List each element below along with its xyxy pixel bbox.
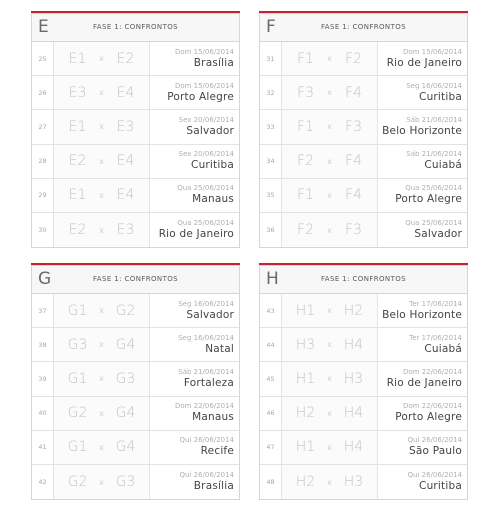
match-city: Salvador <box>186 124 234 137</box>
match-info <box>378 42 467 75</box>
match-teams <box>53 213 150 247</box>
match-row <box>32 145 239 179</box>
versus-separator: x <box>327 306 332 316</box>
match-number: 43 <box>266 306 275 315</box>
group-phase-title: FASE 1: CONFRONTOS <box>93 275 178 283</box>
versus-separator: x <box>327 340 332 350</box>
away-team: H3 <box>343 370 364 387</box>
match-info <box>378 328 467 361</box>
home-team: H1 <box>295 370 316 387</box>
match-number: 25 <box>38 54 47 63</box>
match-list <box>32 42 239 247</box>
match-info <box>150 110 239 143</box>
away-team: G4 <box>115 439 136 456</box>
match-city: Brasília <box>193 480 234 493</box>
group-phase-title: FASE 1: CONFRONTOS <box>321 275 406 283</box>
match-teams <box>53 145 150 178</box>
match-city: Cuiabá <box>424 159 462 172</box>
match-number: 38 <box>38 340 47 349</box>
away-team: E4 <box>116 187 135 204</box>
match-city: Fortaleza <box>183 376 234 389</box>
versus-separator: x <box>327 225 332 235</box>
match-city: Rio de Janeiro <box>386 376 462 389</box>
match-info <box>378 431 467 464</box>
match-date: Sáb 21/06/2014 <box>406 115 462 124</box>
match-teams <box>281 213 378 247</box>
match-city: Salvador <box>186 308 234 321</box>
match-number: 31 <box>266 54 275 63</box>
match-number: 34 <box>266 157 275 166</box>
match-teams <box>53 179 150 212</box>
match-info <box>150 213 239 247</box>
match-teams <box>53 431 150 464</box>
match-number: 47 <box>266 443 275 452</box>
match-date: Sex 20/06/2014 <box>178 115 234 124</box>
match-city: Brasília <box>193 56 234 69</box>
away-team: G3 <box>115 474 136 491</box>
away-team: H2 <box>343 302 364 319</box>
match-row <box>260 362 467 396</box>
match-info <box>150 397 239 430</box>
match-info <box>378 362 467 395</box>
away-team: H4 <box>343 439 364 456</box>
match-row <box>32 213 239 247</box>
match-row <box>260 76 467 110</box>
home-team: G2 <box>67 405 88 422</box>
group-phase-title: FASE 1: CONFRONTOS <box>321 23 406 31</box>
match-city: Porto Alegre <box>395 411 462 424</box>
away-team: F4 <box>345 187 362 204</box>
away-team: H4 <box>343 336 364 353</box>
match-row <box>32 465 239 499</box>
group-header <box>260 14 467 42</box>
group-card-h <box>259 265 468 500</box>
match-date: Qua 25/06/2014 <box>177 184 234 193</box>
match-info <box>378 213 467 247</box>
match-number: 40 <box>38 409 47 418</box>
match-info <box>150 145 239 178</box>
match-row <box>260 397 467 431</box>
match-date: Seg 16/06/2014 <box>406 81 462 90</box>
match-info <box>378 76 467 109</box>
match-city: Natal <box>205 342 234 355</box>
home-team: F3 <box>297 84 314 101</box>
versus-separator: x <box>99 408 104 418</box>
away-team: E3 <box>116 222 135 239</box>
match-teams <box>281 179 378 212</box>
versus-separator: x <box>99 156 104 166</box>
match-teams <box>53 42 150 75</box>
match-teams <box>281 294 378 327</box>
match-row <box>32 179 239 213</box>
match-city: Curitiba <box>191 159 234 172</box>
match-date: Dom 22/06/2014 <box>402 402 462 411</box>
match-date: Seg 16/06/2014 <box>178 333 234 342</box>
versus-separator: x <box>99 88 104 98</box>
group-letter: F <box>266 17 276 37</box>
group-card-e <box>31 13 240 248</box>
match-teams <box>53 294 150 327</box>
match-city: Rio de Janeiro <box>158 228 234 241</box>
away-team: F3 <box>345 118 362 135</box>
match-teams <box>53 76 150 109</box>
match-row <box>32 42 239 76</box>
versus-separator: x <box>99 306 104 316</box>
match-row <box>260 42 467 76</box>
match-row <box>32 397 239 431</box>
match-teams <box>281 76 378 109</box>
group-letter: E <box>38 17 49 37</box>
away-team: F2 <box>345 50 362 67</box>
versus-separator: x <box>327 88 332 98</box>
away-team: E3 <box>116 118 135 135</box>
away-team: G2 <box>115 302 136 319</box>
match-date: Qui 26/06/2014 <box>179 471 234 480</box>
match-city: Belo Horizonte <box>382 124 462 137</box>
match-row <box>32 328 239 362</box>
group-header <box>32 266 239 294</box>
group-phase-title: FASE 1: CONFRONTOS <box>93 23 178 31</box>
home-team: G1 <box>67 439 88 456</box>
home-team: H1 <box>295 302 316 319</box>
versus-separator: x <box>327 156 332 166</box>
match-teams <box>281 42 378 75</box>
match-date: Ter 17/06/2014 <box>409 333 462 342</box>
home-team: E1 <box>68 118 87 135</box>
match-number: 27 <box>38 122 47 131</box>
away-team: H4 <box>343 405 364 422</box>
home-team: G2 <box>67 474 88 491</box>
match-info <box>150 179 239 212</box>
match-city: Rio de Janeiro <box>386 56 462 69</box>
group-header <box>260 266 467 294</box>
versus-separator: x <box>327 442 332 452</box>
match-info <box>378 145 467 178</box>
group-card-f <box>259 13 468 248</box>
match-teams <box>281 110 378 143</box>
match-date: Qua 25/06/2014 <box>405 219 462 228</box>
match-date: Ter 17/06/2014 <box>409 299 462 308</box>
match-info <box>150 465 239 499</box>
match-city: Salvador <box>414 228 462 241</box>
match-date: Dom 15/06/2014 <box>174 47 234 56</box>
match-date: Dom 22/06/2014 <box>402 367 462 376</box>
match-city: Belo Horizonte <box>382 308 462 321</box>
match-row <box>32 294 239 328</box>
match-number: 28 <box>38 157 47 166</box>
away-team: G4 <box>115 405 136 422</box>
home-team: F1 <box>297 187 314 204</box>
match-teams <box>281 328 378 361</box>
away-team: E4 <box>116 153 135 170</box>
versus-separator: x <box>99 225 104 235</box>
match-date: Sex 20/06/2014 <box>178 150 234 159</box>
home-team: E3 <box>68 84 87 101</box>
match-date: Qui 26/06/2014 <box>407 436 462 445</box>
home-team: H3 <box>295 336 316 353</box>
versus-separator: x <box>327 122 332 132</box>
match-list <box>260 42 467 247</box>
match-teams <box>281 431 378 464</box>
match-date: Seg 16/06/2014 <box>178 299 234 308</box>
match-list <box>32 294 239 499</box>
match-info <box>150 362 239 395</box>
away-team: F3 <box>345 222 362 239</box>
match-city: Cuiabá <box>424 342 462 355</box>
match-list <box>260 294 467 499</box>
match-date: Sáb 21/06/2014 <box>406 150 462 159</box>
match-date: Sáb 21/06/2014 <box>178 367 234 376</box>
match-teams <box>53 397 150 430</box>
versus-separator: x <box>99 54 104 64</box>
match-teams <box>53 465 150 499</box>
home-team: F2 <box>297 153 314 170</box>
match-row <box>32 362 239 396</box>
match-row <box>260 145 467 179</box>
match-info <box>378 110 467 143</box>
match-number: 41 <box>38 443 47 452</box>
match-number: 33 <box>266 122 275 131</box>
match-info <box>150 76 239 109</box>
match-teams <box>53 110 150 143</box>
versus-separator: x <box>99 340 104 350</box>
versus-separator: x <box>327 408 332 418</box>
versus-separator: x <box>99 442 104 452</box>
match-teams <box>281 362 378 395</box>
match-info <box>150 328 239 361</box>
group-card-g <box>31 265 240 500</box>
versus-separator: x <box>327 477 332 487</box>
match-info <box>378 397 467 430</box>
match-row <box>32 110 239 144</box>
match-number: 44 <box>266 340 275 349</box>
match-number: 32 <box>266 88 275 97</box>
match-number: 35 <box>266 191 275 200</box>
versus-separator: x <box>99 122 104 132</box>
match-row <box>260 328 467 362</box>
match-number: 29 <box>38 191 47 200</box>
match-date: Dom 22/06/2014 <box>174 402 234 411</box>
versus-separator: x <box>99 190 104 200</box>
match-city: São Paulo <box>409 445 462 458</box>
match-info <box>378 465 467 499</box>
away-team: F4 <box>345 153 362 170</box>
match-city: Porto Alegre <box>395 193 462 206</box>
versus-separator: x <box>99 374 104 384</box>
away-team: H3 <box>343 474 364 491</box>
home-team: F1 <box>297 50 314 67</box>
home-team: E2 <box>68 153 87 170</box>
match-teams <box>53 362 150 395</box>
match-date: Qui 26/06/2014 <box>179 436 234 445</box>
match-row <box>32 76 239 110</box>
home-team: E2 <box>68 222 87 239</box>
home-team: F2 <box>297 222 314 239</box>
match-date: Qua 25/06/2014 <box>405 184 462 193</box>
home-team: H1 <box>295 439 316 456</box>
match-info <box>150 294 239 327</box>
versus-separator: x <box>327 54 332 64</box>
match-teams <box>53 328 150 361</box>
away-team: E4 <box>116 84 135 101</box>
match-city: Curitiba <box>419 480 462 493</box>
match-city: Manaus <box>192 193 234 206</box>
match-date: Dom 15/06/2014 <box>402 47 462 56</box>
away-team: E2 <box>116 50 135 67</box>
match-row <box>260 465 467 499</box>
match-number: 46 <box>266 409 275 418</box>
match-row <box>260 294 467 328</box>
versus-separator: x <box>99 477 104 487</box>
match-teams <box>281 465 378 499</box>
away-team: G4 <box>115 336 136 353</box>
group-letter: G <box>38 269 52 289</box>
home-team: G1 <box>67 370 88 387</box>
group-letter: H <box>266 269 279 289</box>
match-date: Dom 15/06/2014 <box>174 81 234 90</box>
match-city: Curitiba <box>419 90 462 103</box>
match-info <box>150 431 239 464</box>
match-city: Recife <box>200 445 234 458</box>
match-city: Porto Alegre <box>167 90 234 103</box>
match-info <box>378 294 467 327</box>
match-row <box>260 213 467 247</box>
match-number: 30 <box>38 226 47 235</box>
match-date: Qui 26/06/2014 <box>407 471 462 480</box>
match-row <box>260 110 467 144</box>
match-number: 36 <box>266 226 275 235</box>
home-team: E1 <box>68 187 87 204</box>
match-info <box>378 179 467 212</box>
home-team: F1 <box>297 118 314 135</box>
group-header <box>32 14 239 42</box>
versus-separator: x <box>327 190 332 200</box>
home-team: E1 <box>68 50 87 67</box>
match-row <box>260 431 467 465</box>
match-number: 26 <box>38 88 47 97</box>
home-team: G3 <box>67 336 88 353</box>
match-row <box>260 179 467 213</box>
match-teams <box>281 145 378 178</box>
home-team: H2 <box>295 405 316 422</box>
match-number: 45 <box>266 374 275 383</box>
match-date: Qua 25/06/2014 <box>177 219 234 228</box>
match-city: Manaus <box>192 411 234 424</box>
match-number: 42 <box>38 478 47 487</box>
away-team: G3 <box>115 370 136 387</box>
match-number: 37 <box>38 306 47 315</box>
match-teams <box>281 397 378 430</box>
away-team: F4 <box>345 84 362 101</box>
versus-separator: x <box>327 374 332 384</box>
home-team: H2 <box>295 474 316 491</box>
home-team: G1 <box>67 302 88 319</box>
match-info <box>150 42 239 75</box>
match-number: 39 <box>38 374 47 383</box>
match-row <box>32 431 239 465</box>
match-number: 48 <box>266 478 275 487</box>
